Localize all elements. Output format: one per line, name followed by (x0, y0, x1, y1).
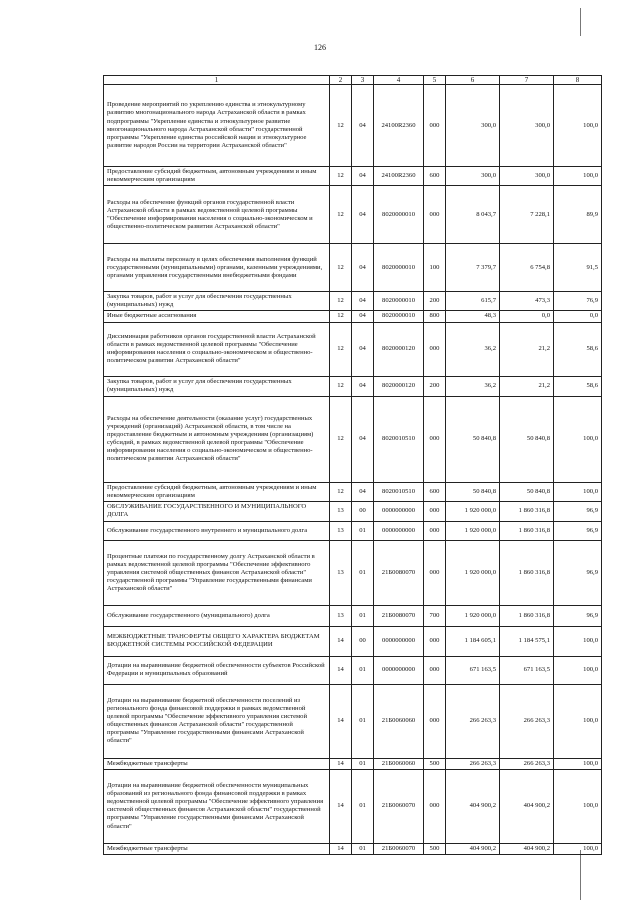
row-section-cell: 12 (330, 85, 352, 167)
row-expense-type-cell: 500 (424, 758, 446, 769)
row-plan-value-cell: 266 263,3 (446, 684, 500, 758)
row-expense-type-cell: 000 (424, 322, 446, 376)
row-percent-cell: 89,9 (554, 186, 602, 244)
row-plan-value-cell: 1 920 000,0 (446, 540, 500, 605)
row-name-cell: ОБСЛУЖИВАНИЕ ГОСУДАРСТВЕННОГО И МУНИЦИПАЛЬНОГО ДОЛГА (104, 501, 330, 521)
row-section-cell: 13 (330, 540, 352, 605)
row-name-cell: Дотации на выравнивание бюджетной обеспеченности субъектов Российской Федерации и муниципальных образований (104, 656, 330, 684)
row-subsection-cell: 01 (352, 656, 374, 684)
row-plan-value-cell: 615,7 (446, 292, 500, 311)
row-expense-type-cell: 700 (424, 605, 446, 626)
table-row (104, 482, 602, 501)
row-percent-cell: 100,0 (554, 167, 602, 186)
row-name-cell: Дотации на выравнивание бюджетной обеспеченности муниципальных образований из регионального фонда финансовой поддержки в рамках ведомственной целевой программы "Обеспечение эффективного управления системой общественных финансов Астраханской области" государственной программы "Управление государственными финансами Астраханской области" (104, 769, 330, 843)
row-name-cell: Проведение мероприятий по укреплению единства и этнокультурному развитию многонационального народа Астраханской области в рамках подпрограммы "Укрепление единства и этнокультурное развитие многонационального народа Астраханской области" государственной программы "Укрепление единства российской нации и этнокультурное развитие народов России на территории Астраханской области" (104, 85, 330, 167)
row-target-code-cell: 8020000010 (374, 292, 424, 311)
table-row (104, 540, 602, 605)
row-plan-value-cell: 404 900,2 (446, 769, 500, 843)
row-name-cell: Расходы на обеспечение функций органов государственной власти Астраханской области в рамках ведомственной целевой программы "Обеспечение информирования населения о социально-экономическом и общественно-политическом развитии Астраханской области" (104, 186, 330, 244)
header-cell: 4 (374, 76, 424, 85)
row-subsection-cell: 04 (352, 292, 374, 311)
table-row (104, 656, 602, 684)
row-subsection-cell: 04 (352, 311, 374, 322)
row-percent-cell: 0,0 (554, 311, 602, 322)
row-target-code-cell: 8020010510 (374, 396, 424, 482)
row-name-cell: Межбюджетные трансферты (104, 843, 330, 854)
table-row (104, 843, 602, 854)
row-expense-type-cell: 200 (424, 376, 446, 396)
row-section-cell: 12 (330, 311, 352, 322)
row-percent-cell: 96,9 (554, 521, 602, 540)
header-cell: 1 (104, 76, 330, 85)
row-plan-value-cell: 50 840,8 (446, 482, 500, 501)
row-fact-value-cell: 1 860 316,8 (500, 540, 554, 605)
row-fact-value-cell: 0,0 (500, 311, 554, 322)
row-plan-value-cell: 671 163,5 (446, 656, 500, 684)
table-row (104, 167, 602, 186)
row-section-cell: 14 (330, 626, 352, 656)
row-name-cell: Диссиминация работников органов государственной власти Астраханской области в рамках ведомственной целевой программы "Обеспечение информирования населения о социально-экономическом и общественно-политическом развитии Астраханской области" (104, 322, 330, 376)
margin-line (580, 850, 581, 900)
row-name-cell: Обслуживание государственного (муниципального) долга (104, 605, 330, 626)
row-section-cell: 12 (330, 244, 352, 292)
row-plan-value-cell: 1 920 000,0 (446, 501, 500, 521)
row-section-cell: 14 (330, 684, 352, 758)
row-subsection-cell: 01 (352, 684, 374, 758)
table-row (104, 322, 602, 376)
row-expense-type-cell: 200 (424, 292, 446, 311)
table-row (104, 769, 602, 843)
row-percent-cell: 100,0 (554, 656, 602, 684)
row-fact-value-cell: 50 840,8 (500, 396, 554, 482)
row-percent-cell: 96,9 (554, 501, 602, 521)
row-subsection-cell: 01 (352, 521, 374, 540)
row-fact-value-cell: 266 263,3 (500, 758, 554, 769)
row-target-code-cell: 24100R2360 (374, 85, 424, 167)
table-row (104, 758, 602, 769)
row-plan-value-cell: 1 184 605,1 (446, 626, 500, 656)
row-fact-value-cell: 300,0 (500, 85, 554, 167)
row-section-cell: 12 (330, 292, 352, 311)
row-expense-type-cell: 000 (424, 501, 446, 521)
row-plan-value-cell: 36,2 (446, 376, 500, 396)
row-expense-type-cell: 000 (424, 626, 446, 656)
row-subsection-cell: 04 (352, 244, 374, 292)
row-target-code-cell: 8020000010 (374, 244, 424, 292)
row-fact-value-cell: 50 840,8 (500, 482, 554, 501)
table-row (104, 244, 602, 292)
row-fact-value-cell: 404 900,2 (500, 843, 554, 854)
row-section-cell: 14 (330, 769, 352, 843)
row-target-code-cell: 21Б0060070 (374, 769, 424, 843)
row-plan-value-cell: 48,3 (446, 311, 500, 322)
row-name-cell: Иные бюджетные ассигнования (104, 311, 330, 322)
table-row (104, 186, 602, 244)
row-section-cell: 12 (330, 167, 352, 186)
row-name-cell: Процентные платежи по государственному долгу Астраханской области в рамках ведомственной целевой программы "Обеспечение эффективного управления системой общественных финансов Астраханской области" государственной программы "Управление государственными финансами Астраханской области" (104, 540, 330, 605)
table-row (104, 626, 602, 656)
row-section-cell: 13 (330, 521, 352, 540)
row-target-code-cell: 21Б0060060 (374, 684, 424, 758)
row-fact-value-cell: 300,0 (500, 167, 554, 186)
row-subsection-cell: 04 (352, 376, 374, 396)
row-expense-type-cell: 000 (424, 521, 446, 540)
row-expense-type-cell: 000 (424, 769, 446, 843)
row-target-code-cell: 8020000010 (374, 311, 424, 322)
row-section-cell: 12 (330, 322, 352, 376)
row-plan-value-cell: 404 900,2 (446, 843, 500, 854)
row-plan-value-cell: 1 920 000,0 (446, 605, 500, 626)
row-section-cell: 12 (330, 186, 352, 244)
table-row (104, 501, 602, 521)
row-plan-value-cell: 36,2 (446, 322, 500, 376)
row-subsection-cell: 04 (352, 482, 374, 501)
row-percent-cell: 100,0 (554, 758, 602, 769)
row-subsection-cell: 04 (352, 322, 374, 376)
row-section-cell: 12 (330, 396, 352, 482)
row-expense-type-cell: 000 (424, 656, 446, 684)
row-percent-cell: 58,6 (554, 322, 602, 376)
page-number: 126 (314, 43, 326, 52)
row-expense-type-cell: 100 (424, 244, 446, 292)
row-percent-cell: 100,0 (554, 843, 602, 854)
row-fact-value-cell: 6 754,8 (500, 244, 554, 292)
row-subsection-cell: 04 (352, 85, 374, 167)
row-plan-value-cell: 7 379,7 (446, 244, 500, 292)
table-row (104, 605, 602, 626)
table-row (104, 521, 602, 540)
row-percent-cell: 100,0 (554, 85, 602, 167)
row-fact-value-cell: 473,3 (500, 292, 554, 311)
row-percent-cell: 96,9 (554, 540, 602, 605)
table-row (104, 311, 602, 322)
row-plan-value-cell: 1 920 000,0 (446, 521, 500, 540)
row-section-cell: 14 (330, 758, 352, 769)
row-fact-value-cell: 404 900,2 (500, 769, 554, 843)
row-target-code-cell: 0000000000 (374, 656, 424, 684)
row-subsection-cell: 01 (352, 843, 374, 854)
row-target-code-cell: 21Б0060060 (374, 758, 424, 769)
row-percent-cell: 91,5 (554, 244, 602, 292)
table-row (104, 396, 602, 482)
row-target-code-cell: 8020000120 (374, 376, 424, 396)
row-section-cell: 12 (330, 376, 352, 396)
row-subsection-cell: 01 (352, 758, 374, 769)
row-section-cell: 13 (330, 605, 352, 626)
row-subsection-cell: 00 (352, 626, 374, 656)
row-subsection-cell: 04 (352, 167, 374, 186)
row-section-cell: 14 (330, 843, 352, 854)
row-name-cell: Предоставление субсидий бюджетным, автономным учреждениям и иным некоммерческим организациям (104, 482, 330, 501)
row-target-code-cell: 8020000120 (374, 322, 424, 376)
row-name-cell: Дотации на выравнивание бюджетной обеспеченности поселений из регионального фонда финансовой поддержки в рамках ведомственной целевой программы "Обеспечение эффективного управления системой общественных финансов Астраханской области" государственной программы "Управление государственными финансами Астраханской области" (104, 684, 330, 758)
margin-line (580, 8, 581, 36)
row-target-code-cell: 21Б0080070 (374, 605, 424, 626)
row-expense-type-cell: 000 (424, 396, 446, 482)
row-fact-value-cell: 266 263,3 (500, 684, 554, 758)
row-target-code-cell: 21Б0060070 (374, 843, 424, 854)
row-fact-value-cell: 21,2 (500, 376, 554, 396)
row-expense-type-cell: 600 (424, 482, 446, 501)
header-cell: 8 (554, 76, 602, 85)
row-name-cell: Закупка товаров, работ и услуг для обеспечения государственных (муниципальных) нужд (104, 376, 330, 396)
table-row (104, 376, 602, 396)
row-name-cell: Расходы на обеспечение деятельности (оказание услуг) государственных учреждений (организаций) Астраханской области, в том числе на предоставление бюджетным и автономным учреждениям (организациям) субсидий, в рамках ведомственной целевой программы "Обеспечение информирования населения о социально-экономическом и общественно-политическом развитии Астраханской области" (104, 396, 330, 482)
row-name-cell: Предоставление субсидий бюджетным, автономным учреждениям и иным некоммерческим организациям (104, 167, 330, 186)
row-expense-type-cell: 000 (424, 186, 446, 244)
row-target-code-cell: 8020010510 (374, 482, 424, 501)
row-name-cell: МЕЖБЮДЖЕТНЫЕ ТРАНСФЕРТЫ ОБЩЕГО ХАРАКТЕРА БЮДЖЕТАМ БЮДЖЕТНОЙ СИСТЕМЫ РОССИЙСКОЙ ФЕДЕРАЦИИ (104, 626, 330, 656)
row-expense-type-cell: 600 (424, 167, 446, 186)
row-fact-value-cell: 671 163,5 (500, 656, 554, 684)
row-subsection-cell: 00 (352, 501, 374, 521)
row-expense-type-cell: 000 (424, 85, 446, 167)
row-fact-value-cell: 1 860 316,8 (500, 501, 554, 521)
row-target-code-cell: 0000000000 (374, 501, 424, 521)
table-header-row (104, 76, 602, 85)
row-name-cell: Обслуживание государственного внутреннего и муниципального долга (104, 521, 330, 540)
row-fact-value-cell: 1 860 316,8 (500, 605, 554, 626)
row-target-code-cell: 0000000000 (374, 626, 424, 656)
row-expense-type-cell: 000 (424, 684, 446, 758)
header-cell: 6 (446, 76, 500, 85)
row-subsection-cell: 01 (352, 540, 374, 605)
header-cell: 7 (500, 76, 554, 85)
row-target-code-cell: 8020000010 (374, 186, 424, 244)
row-expense-type-cell: 500 (424, 843, 446, 854)
row-percent-cell: 100,0 (554, 482, 602, 501)
row-expense-type-cell: 800 (424, 311, 446, 322)
row-percent-cell: 58,6 (554, 376, 602, 396)
row-target-code-cell: 24100R2360 (374, 167, 424, 186)
row-percent-cell: 96,9 (554, 605, 602, 626)
row-section-cell: 13 (330, 501, 352, 521)
row-expense-type-cell: 000 (424, 540, 446, 605)
header-cell: 5 (424, 76, 446, 85)
row-percent-cell: 100,0 (554, 396, 602, 482)
row-subsection-cell: 04 (352, 186, 374, 244)
row-plan-value-cell: 266 263,3 (446, 758, 500, 769)
header-cell: 3 (352, 76, 374, 85)
row-name-cell: Межбюджетные трансферты (104, 758, 330, 769)
row-percent-cell: 100,0 (554, 769, 602, 843)
row-section-cell: 14 (330, 656, 352, 684)
table-row (104, 684, 602, 758)
row-subsection-cell: 01 (352, 769, 374, 843)
row-percent-cell: 76,9 (554, 292, 602, 311)
row-plan-value-cell: 50 840,8 (446, 396, 500, 482)
row-fact-value-cell: 1 860 316,8 (500, 521, 554, 540)
row-percent-cell: 100,0 (554, 626, 602, 656)
row-subsection-cell: 04 (352, 396, 374, 482)
row-subsection-cell: 01 (352, 605, 374, 626)
row-section-cell: 12 (330, 482, 352, 501)
row-target-code-cell: 21Б0080070 (374, 540, 424, 605)
row-fact-value-cell: 21,2 (500, 322, 554, 376)
row-plan-value-cell: 300,0 (446, 85, 500, 167)
header-cell: 2 (330, 76, 352, 85)
row-target-code-cell: 0000000000 (374, 521, 424, 540)
table-row (104, 85, 602, 167)
row-name-cell: Расходы на выплаты персоналу в целях обеспечения выполнения функций государственными (муниципальными) органами, казенными учреждениями, органами управления государственными внебюджетными фондами (104, 244, 330, 292)
budget-table (103, 75, 602, 855)
row-fact-value-cell: 1 184 575,1 (500, 626, 554, 656)
row-name-cell: Закупка товаров, работ и услуг для обеспечения государственных (муниципальных) нужд (104, 292, 330, 311)
row-plan-value-cell: 300,0 (446, 167, 500, 186)
row-fact-value-cell: 7 228,1 (500, 186, 554, 244)
row-percent-cell: 100,0 (554, 684, 602, 758)
table-row (104, 292, 602, 311)
row-plan-value-cell: 8 043,7 (446, 186, 500, 244)
